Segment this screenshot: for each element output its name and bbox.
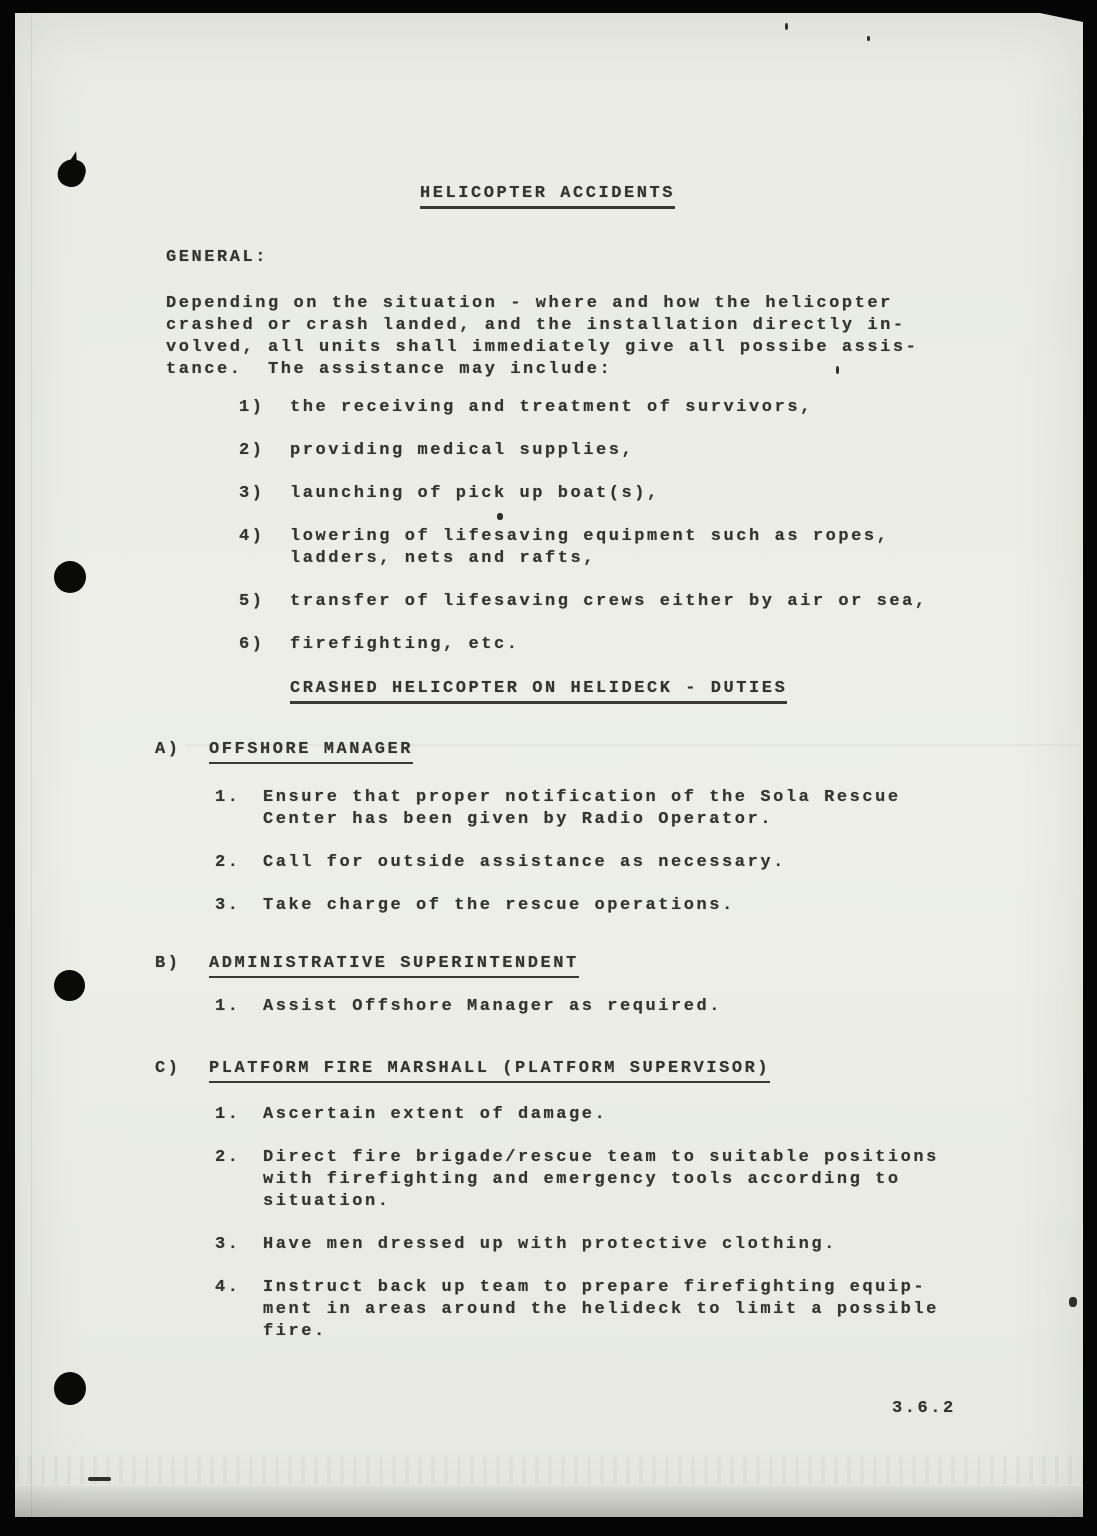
paragraph-line: tance. The assistance may include:	[166, 360, 613, 379]
duty-item-number: 3.	[215, 896, 241, 915]
scan-smudge-band	[15, 1456, 1083, 1484]
section-title	[209, 953, 579, 978]
paragraph-line: Depending on the situation - where and how the helicopter	[166, 294, 893, 313]
list-item-line: launching of pick up boat(s),	[290, 484, 660, 503]
duty-item-line: with firefighting and emergency tools according to	[263, 1170, 901, 1189]
general-heading: GENERAL:	[166, 248, 269, 267]
duty-item-line: Call for outside assistance as necessary.	[263, 853, 786, 872]
section-letter: A)	[155, 740, 181, 759]
paper-fold-line	[31, 13, 32, 1517]
scan-speck	[867, 36, 870, 41]
list-item-line: the receiving and treatment of survivors,	[290, 398, 813, 417]
duties-heading: CRASHED HELICOPTER ON HELIDECK - DUTIES	[290, 678, 787, 704]
duty-item-number: 1.	[215, 997, 241, 1016]
section-title-text: ADMINISTRATIVE SUPERINTENDENT	[209, 953, 579, 978]
duty-item-number: 2.	[215, 853, 241, 872]
scan-speck	[785, 23, 788, 30]
section-letter: C)	[155, 1059, 181, 1078]
duty-item-line: Ascertain extent of damage.	[263, 1105, 608, 1124]
duty-item-number: 1.	[215, 788, 241, 807]
list-item-number: 3)	[239, 484, 265, 503]
paragraph-line: crashed or crash landed, and the installation directly in-	[166, 316, 906, 335]
punch-hole	[54, 1372, 86, 1405]
section-title-text: OFFSHORE MANAGER	[209, 739, 413, 764]
duty-item-line: Center has been given by Radio Operator.	[263, 810, 774, 829]
section-title	[209, 1058, 770, 1083]
page-title: HELICOPTER ACCIDENTS	[420, 183, 675, 209]
scan-speck	[88, 1477, 111, 1481]
duty-item-line: fire.	[263, 1322, 327, 1341]
duty-item-line: Direct fire brigade/rescue team to suitable positions	[263, 1148, 939, 1167]
scan-speck	[836, 366, 839, 374]
list-item-number: 4)	[239, 527, 265, 546]
section-title-text: PLATFORM FIRE MARSHALL (PLATFORM SUPERVISOR)	[209, 1058, 770, 1083]
scan-speck	[497, 513, 503, 520]
paper-bottom-shadow	[15, 1486, 1083, 1517]
section-letter: B)	[155, 954, 181, 973]
duty-item-line: Take charge of the rescue operations.	[263, 896, 735, 915]
page-number: 3.6.2	[892, 1399, 956, 1418]
list-item-number: 6)	[239, 635, 265, 654]
punch-hole	[54, 970, 85, 1001]
duty-item-number: 3.	[215, 1235, 241, 1254]
list-item-line: transfer of lifesaving crews either by air or sea,	[290, 592, 928, 611]
list-item-line: lowering of lifesaving equipment such as ropes,	[290, 527, 890, 546]
duty-item-line: Instruct back up team to prepare firefighting equip-	[263, 1278, 927, 1297]
duty-item-number: 2.	[215, 1148, 241, 1167]
duty-item-number: 4.	[215, 1278, 241, 1297]
duty-item-line: Have men dressed up with protective clothing.	[263, 1235, 837, 1254]
duty-item-line: Assist Offshore Manager as required.	[263, 997, 723, 1016]
list-item-line: providing medical supplies,	[290, 441, 635, 460]
duty-item-line: situation.	[263, 1192, 391, 1211]
list-item-number: 1)	[239, 398, 265, 417]
scan-speck	[1069, 1297, 1077, 1307]
duty-item-line: ment in areas around the helideck to limit a possible	[263, 1300, 939, 1319]
list-item-line: ladders, nets and rafts,	[290, 549, 597, 568]
duty-item-line: Ensure that proper notification of the Sola Rescue	[263, 788, 901, 807]
list-item-number: 2)	[239, 441, 265, 460]
section-title	[209, 739, 413, 764]
list-item-number: 5)	[239, 592, 265, 611]
duty-item-number: 1.	[215, 1105, 241, 1124]
paragraph-line: volved, all units shall immediately give all possibe assis-	[166, 338, 919, 357]
punch-hole	[54, 561, 86, 593]
list-item-line: firefighting, etc.	[290, 635, 520, 654]
